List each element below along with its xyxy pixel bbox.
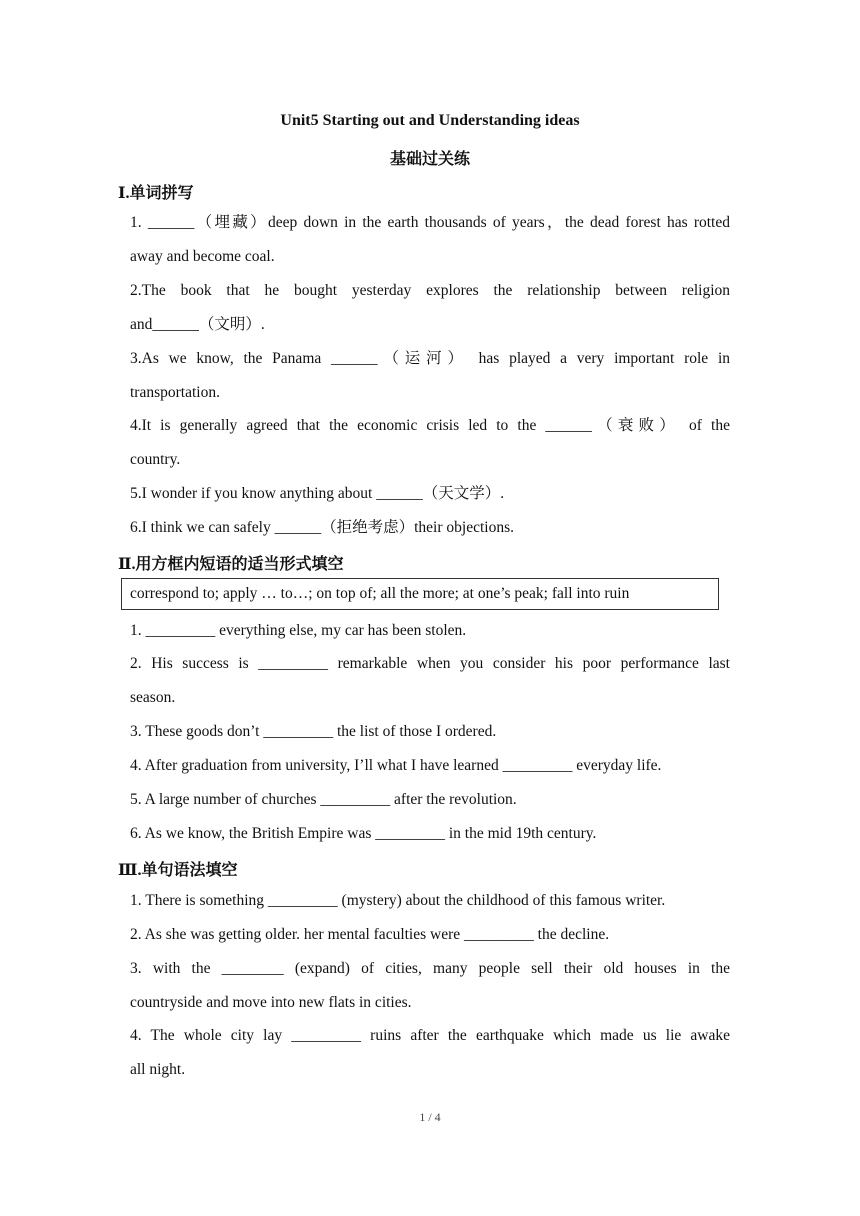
s1-line-7: 4.It is generally agreed that the economic crisis led to the ______（衰败） of the xyxy=(130,417,730,434)
s2-line-4: 3. These goods don’t _________ the list of those I ordered. xyxy=(130,723,497,740)
s2-line-5: 4. After graduation from university, I’ll what I have learned _________ everyday life. xyxy=(130,757,662,774)
s1-line-4: and______（文明）. xyxy=(130,316,265,333)
phrase-box-text: correspond to; apply … to…; on top of; all the more; at one’s peak; fall into ruin xyxy=(130,585,630,602)
section-3-heading: Ⅲ.单句语法填空 xyxy=(118,862,238,879)
s1-line-2: away and become coal. xyxy=(130,248,275,265)
s2-line-2: 2. His success is _________ remarkable when you consider his poor performance last xyxy=(130,655,730,672)
s1-line-5: 3.As we know, the Panama ______（运河） has played a very important role in xyxy=(130,350,730,367)
phrase-box xyxy=(121,578,719,610)
s1-line-1: 1. ______（埋藏）deep down in the earth thousands of years，the dead forest has rotted xyxy=(130,214,730,231)
s3-line-1: 1. There is something _________ (mystery) about the childhood of this famous writer. xyxy=(130,892,666,909)
s1-line-8: country. xyxy=(130,451,181,468)
section-2-heading: Ⅱ.用方框内短语的适当形式填空 xyxy=(118,556,344,573)
s3-line-3: 3. with the ________ (expand) of cities, many people sell their old houses in the xyxy=(130,960,730,977)
s3-line-5: 4. The whole city lay _________ ruins after the earthquake which made us lie awake xyxy=(130,1027,730,1044)
s1-line-6: transportation. xyxy=(130,384,220,401)
s2-line-1: 1. _________ everything else, my car has been stolen. xyxy=(130,622,467,639)
page-subtitle: 基础过关练 xyxy=(389,151,470,168)
s2-line-3: season. xyxy=(130,689,176,706)
s2-line-6: 5. A large number of churches _________ after the revolution. xyxy=(130,791,517,808)
s2-line-7: 6. As we know, the British Empire was _________ in the mid 19th century. xyxy=(130,825,597,842)
section-1-heading: Ⅰ.单词拼写 xyxy=(118,185,194,202)
s1-line-3: 2.The book that he bought yesterday explores the relationship between religion xyxy=(130,282,730,299)
page-title: Unit5 Starting out and Understanding ideas xyxy=(280,112,580,129)
s3-line-2: 2. As she was getting older. her mental faculties were _________ the decline. xyxy=(130,926,610,943)
s3-line-4: countryside and move into new flats in cities. xyxy=(130,994,412,1011)
page-number: 1 / 4 xyxy=(419,1110,441,1124)
s1-line-10: 6.I think we can safely ______（拒绝考虑）their objections. xyxy=(130,519,514,536)
s1-line-9: 5.I wonder if you know anything about ______（天文学）. xyxy=(130,485,505,502)
s3-line-6: all night. xyxy=(130,1061,186,1078)
